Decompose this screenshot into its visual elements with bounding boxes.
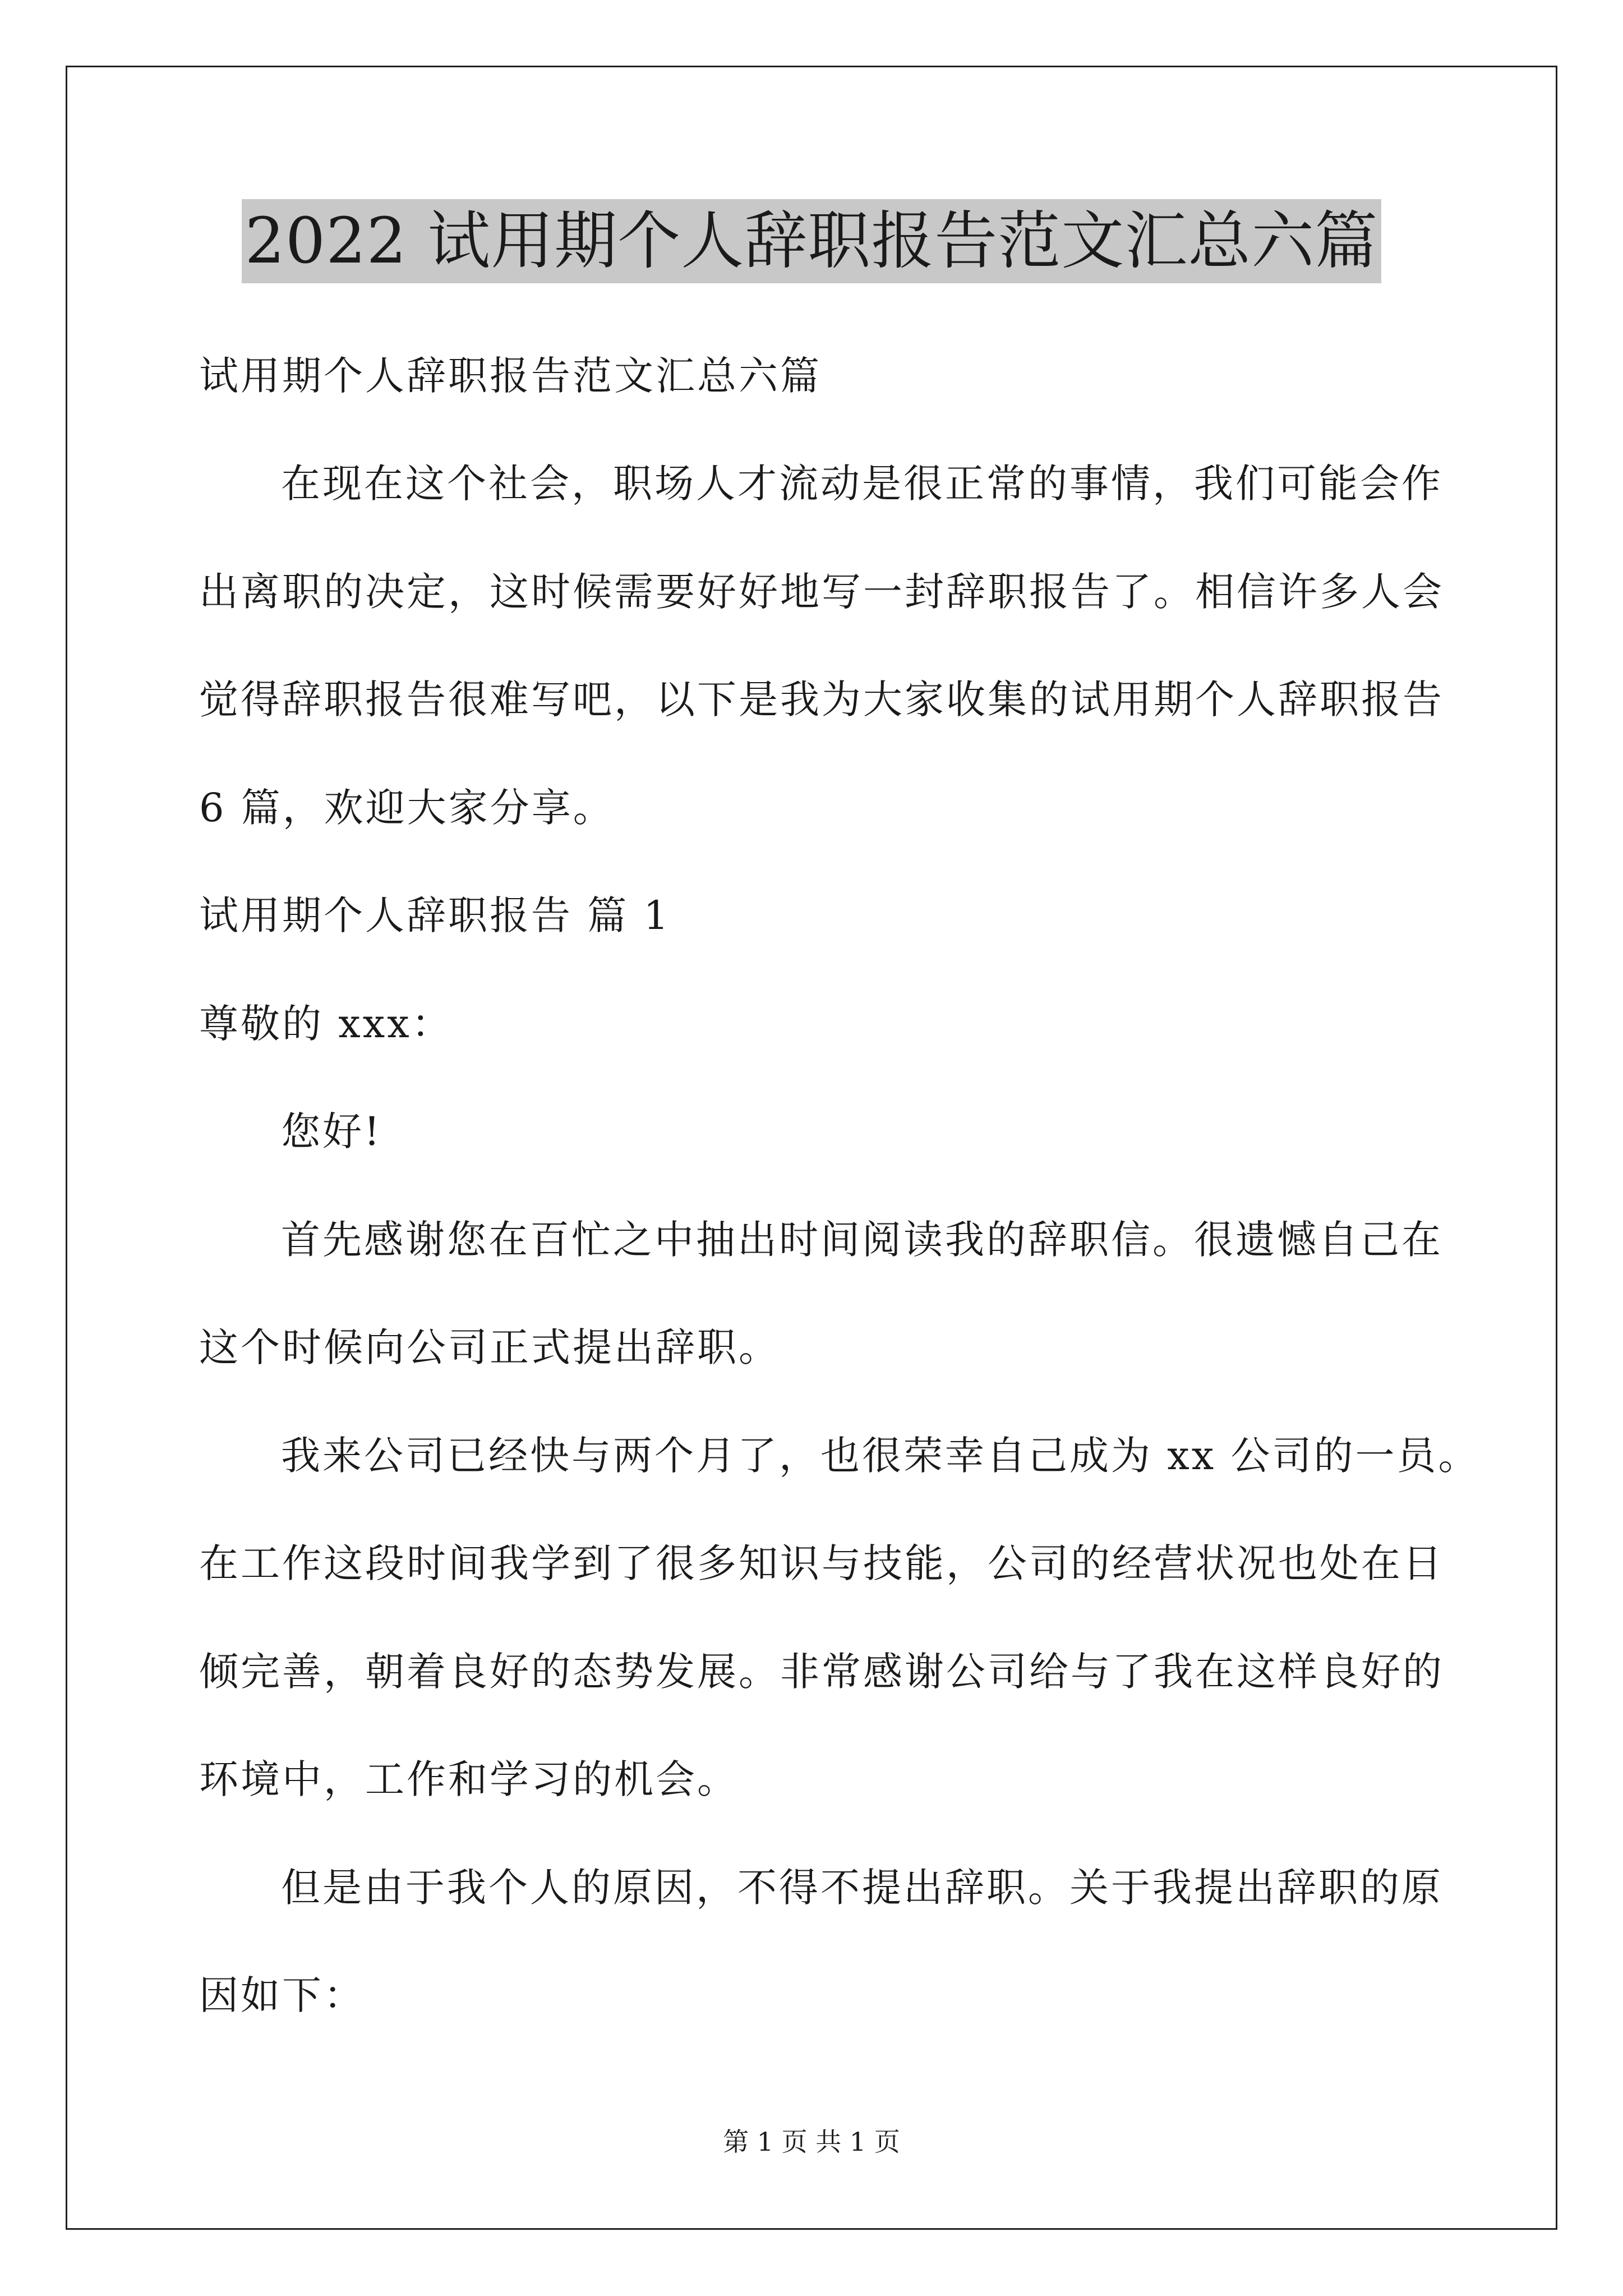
salutation: 尊敬的 xxx： [199, 1001, 453, 1047]
paragraph-line: 6 篇，欢迎大家分享。 [199, 785, 615, 831]
paragraph-line: 但是由于我个人的原因，不得不提出辞职。关于我提出辞职的原 [281, 1865, 1443, 1911]
document-title: 2022 试用期个人辞职报告范文汇总六篇 [242, 199, 1382, 283]
paragraph-line: 因如下： [199, 1972, 365, 2018]
paragraph-line: 出离职的决定，这时候需要好好地写一封辞职报告了。相信许多人会 [199, 569, 1444, 615]
doc-subtitle: 试用期个人辞职报告范文汇总六篇 [199, 353, 822, 399]
page-footer: 第 1 页 共 1 页 [723, 2127, 900, 2157]
paragraph-line: 首先感谢您在百忙之中抽出时间阅读我的辞职信。很遗憾自己在 [281, 1217, 1443, 1263]
paragraph-line: 我来公司已经快与两个月了，也很荣幸自己成为 xx 公司的一员。 [281, 1433, 1480, 1479]
paragraph-line: 倾完善，朝着良好的态势发展。非常感谢公司给与了我在这样良好的 [199, 1649, 1444, 1695]
paragraph-line: 这个时候向公司正式提出辞职。 [199, 1324, 780, 1370]
paragraph-line: 在工作这段时间我学到了很多知识与技能，公司的经营状况也处在日 [199, 1540, 1444, 1586]
paragraph-line: 在现在这个社会，职场人才流动是很正常的事情，我们可能会作 [281, 461, 1443, 507]
greeting: 您好! [281, 1108, 382, 1154]
paragraph-line: 环境中，工作和学习的机会。 [199, 1756, 739, 1802]
section-heading: 试用期个人辞职报告 篇 1 [199, 892, 671, 938]
title-container [0, 199, 1623, 283]
paragraph-line: 觉得辞职报告很难写吧，以下是我为大家收集的试用期个人辞职报告 [199, 677, 1444, 723]
